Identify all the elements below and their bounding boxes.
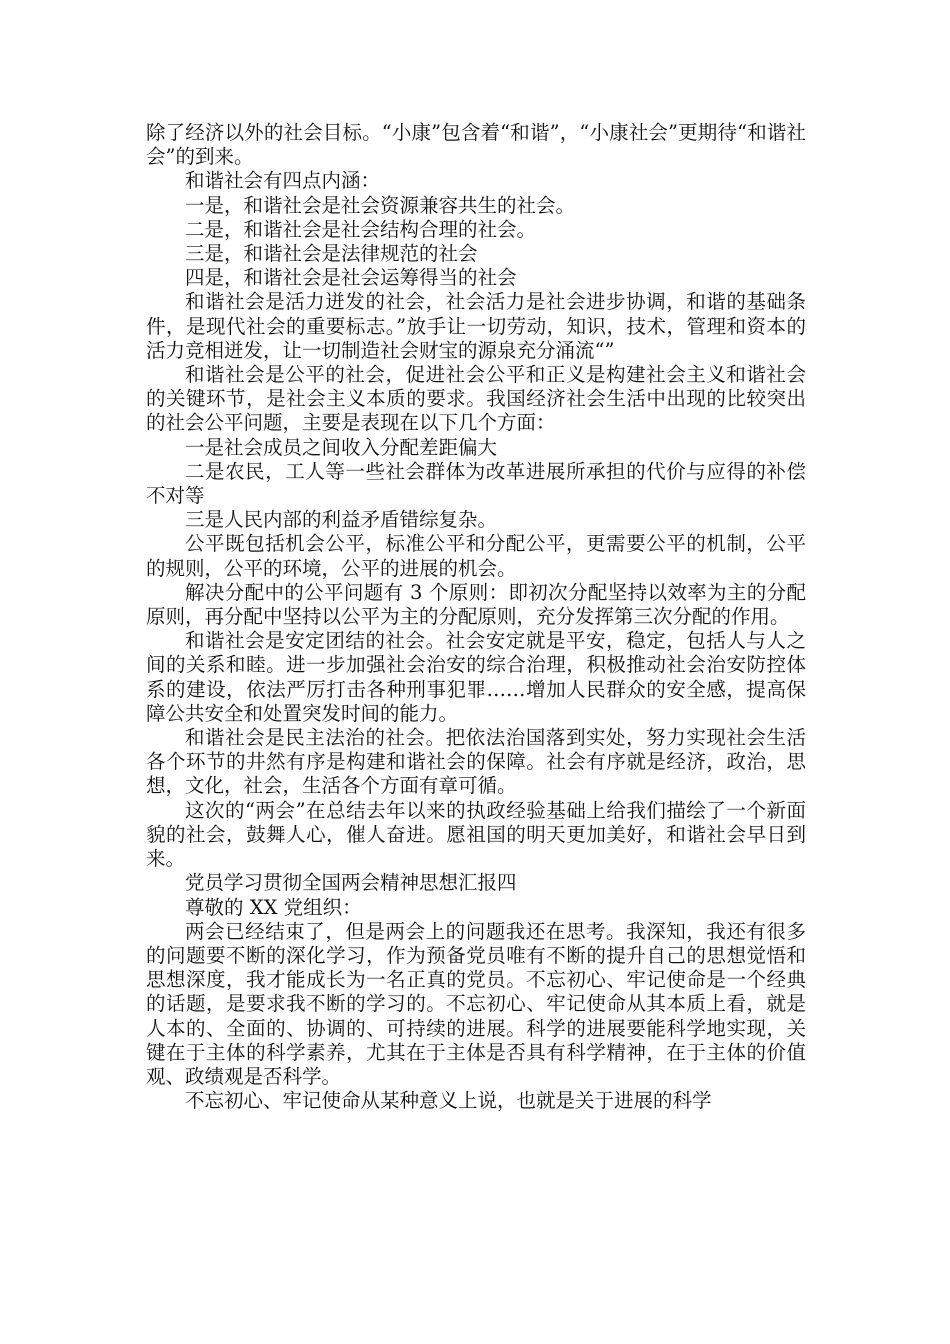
section-title: 党员学习贯彻全国两会精神思想汇报四 [185,871,517,895]
document-page [146,121,806,1113]
paragraph: 和谐社会是安定团结的社会。社会安定就是平安，稳定，包括人与人之间的关系和睦。进一步加强社会治安的综合治理，积极推动社会治安防控体系的建设，依法严厉打击各种刑事犯罪……增加人民群众的安全感，提高保障公共安全和处置突发时间的能力。 [146,629,806,725]
list-item: 一是，和谐社会是社会资源兼容共生的社会。 [185,193,576,217]
salutation: 尊敬的 XX 党组织： [185,895,362,919]
list-item: 三是人民内部的利益矛盾错综复杂。 [185,508,498,532]
list-item: 二是农民，工人等一些社会群体为改革进展所承担的代价与应得的补偿不对等 [146,459,806,508]
paragraph: 和谐社会有四点内涵： [185,169,381,193]
paragraph: 公平既包括机会公平，标准公平和分配公平，更需要公平的机制，公平的规则，公平的环境，公平的进展的机会。 [146,532,806,580]
paragraph: 解决分配中的公平问题有 3 个原则：即初次分配坚持以效率为主的分配原则，再分配中坚持以公平为主的分配原则，充分发挥第三次分配的作用。 [146,580,806,629]
paragraph: 和谐社会是活力迸发的社会，社会活力是社会进步协调，和谐的基础条件，是现代社会的重要标志。”放手让一切劳动，知识，技术，管理和资本的活力竞相迸发，让一切制造社会财宝的源泉充分涌流“” [146,290,806,362]
paragraph: 这次的“两会”在总结去年以来的执政经验基础上给我们描绘了一个新面貌的社会，鼓舞人心，催人奋进。愿祖国的明天更加美好，和谐社会早日到来。 [146,798,806,871]
list-item: 一是社会成员之间收入分配差距偏大 [185,435,498,459]
paragraph: 不忘初心、牢记使命从某种意义上说，也就是关于进展的科学 [185,1089,712,1113]
list-item: 三是，和谐社会是法律规范的社会 [185,242,478,266]
paragraph: 和谐社会是民主法治的社会。把依法治国落到实处，努力实现社会生活各个环节的井然有序是构建和谐社会的保障。社会有序就是经济，政治，思想，文化，社会，生活各个方面有章可循。 [146,726,806,798]
paragraph: 两会已经结束了，但是两会上的问题我还在思考。我深知，我还有很多的问题要不断的深化学习，作为预备党员唯有不断的提升自己的思想觉悟和思想深度，我才能成长为一名正真的党员。不忘初心、牢记使命是一个经典的话题，是要求我不断的学习的。不忘初心、牢记使命从其本质上看，就是人本的、全面的、协调的、可持续的进展。科学的进展要能科学地实现，关键在于主体的科学素养，尤其在于主体是否具有科学精神，在于主体的价值观、政绩观是否科学。 [146,919,806,1088]
paragraph: 除了经济以外的社会目标。“小康”包含着“和谐”，“小康社会”更期待“和谐社会”的到来。 [146,121,806,169]
list-item: 四是，和谐社会是社会运筹得当的社会 [185,266,517,290]
paragraph: 和谐社会是公平的社会，促进社会公平和正义是构建社会主义和谐社会的关键环节，是社会主义本质的要求。我国经济社会生活中出现的比较突出的社会公平问题，主要是表现在以下几个方面： [146,363,806,435]
list-item: 二是，和谐社会是社会结构合理的社会。 [185,217,537,241]
